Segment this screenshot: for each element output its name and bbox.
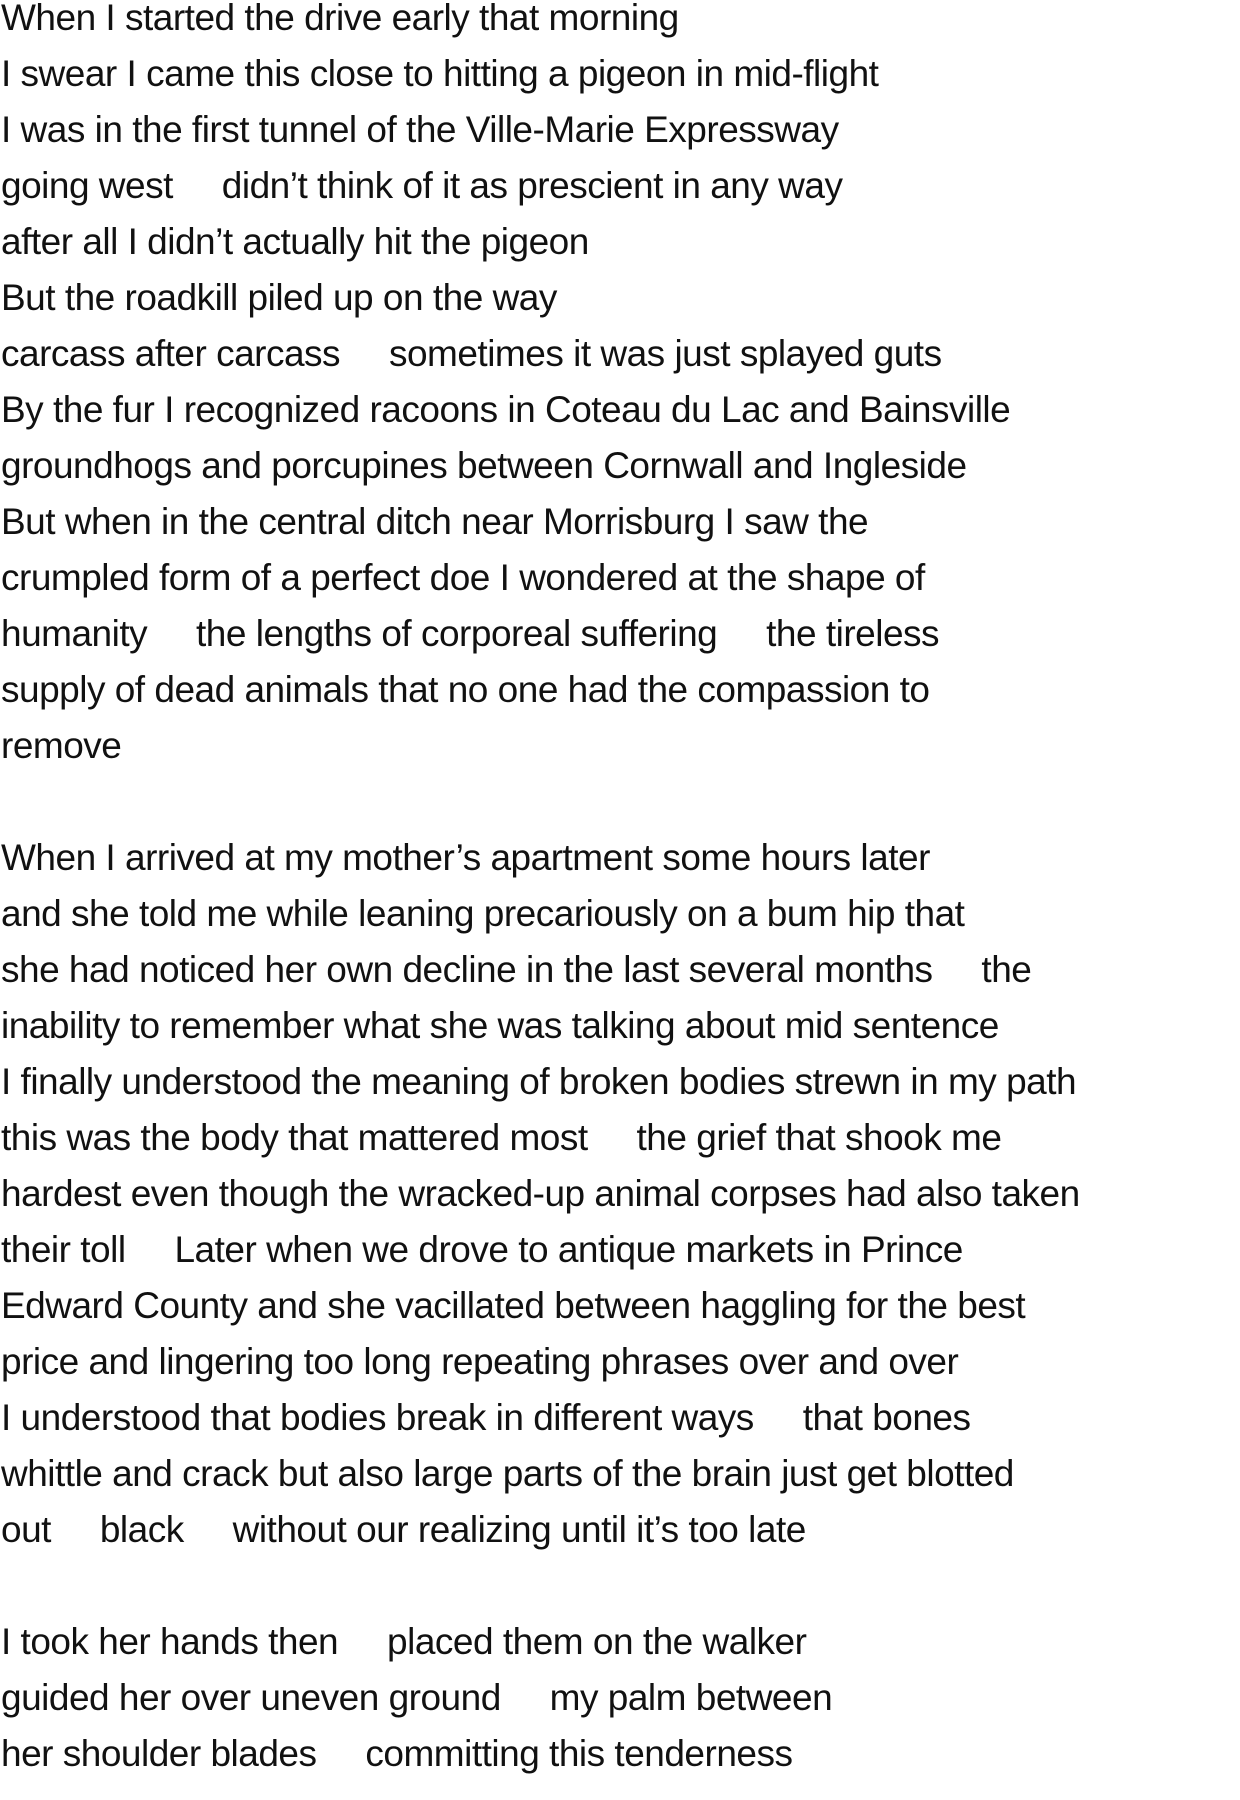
poem-line: Edward County and she vacillated between haggling for the best: [1, 1285, 1026, 1326]
poem-line: price and lingering too long repeating phrases over and over: [1, 1341, 959, 1382]
poem-line: By the fur I recognized racoons in Coteau du Lac and Bainsville: [1, 389, 1011, 430]
poem-line: their toll Later when we drove to antique markets in Prince: [1, 1229, 963, 1270]
poem-line: whittle and crack but also large parts of the brain just get blotted: [1, 1453, 1014, 1494]
poem-line: and she told me while leaning precariously on a bum hip that: [1, 893, 965, 934]
poem-line: carcass after carcass sometimes it was just splayed guts: [1, 333, 942, 374]
poem-line: humanity the lengths of corporeal suffering the tireless: [1, 613, 940, 654]
poem-line: But the roadkill piled up on the way: [1, 277, 557, 318]
poem-line: inability to remember what she was talking about mid sentence: [1, 1005, 999, 1046]
poem-line: supply of dead animals that no one had the compassion to: [1, 669, 930, 710]
poem-line: I was in the first tunnel of the Ville-Marie Expressway: [1, 109, 839, 150]
poem-line: I swear I came this close to hitting a pigeon in mid-flight: [1, 53, 879, 94]
poem-line: groundhogs and porcupines between Cornwall and Ingleside: [1, 445, 967, 486]
poem-line: I finally understood the meaning of broken bodies strewn in my path: [1, 1061, 1077, 1102]
stanza-1: [0, 0, 1240, 774]
poem-line: out black without our realizing until it’s too late: [1, 1509, 806, 1550]
poem-line: When I arrived at my mother’s apartment some hours later: [1, 837, 930, 878]
stanza-2: [0, 830, 1240, 1558]
stanza-3: [0, 1614, 1240, 1782]
poem-line: after all I didn’t actually hit the pigeon: [1, 221, 589, 262]
poem-line: But when in the central ditch near Morrisburg I saw the: [1, 501, 869, 542]
poem-line: crumpled form of a perfect doe I wondered at the shape of: [1, 557, 925, 598]
poem-line: going west didn’t think of it as prescient in any way: [1, 165, 843, 206]
poem-line: this was the body that mattered most the grief that shook me: [1, 1117, 1002, 1158]
poem-line: she had noticed her own decline in the last several months the: [1, 949, 1032, 990]
poem-line: I understood that bodies break in different ways that bones: [1, 1397, 971, 1438]
poem-line: her shoulder blades committing this tenderness: [1, 1733, 793, 1774]
poem-line: I took her hands then placed them on the walker: [1, 1621, 807, 1662]
poem-line: guided her over uneven ground my palm between: [1, 1677, 833, 1718]
poem-line: hardest even though the wracked-up animal corpses had also taken: [1, 1173, 1080, 1214]
poem-line: remove: [1, 725, 122, 766]
poem-line: When I started the drive early that morning: [1, 0, 679, 38]
